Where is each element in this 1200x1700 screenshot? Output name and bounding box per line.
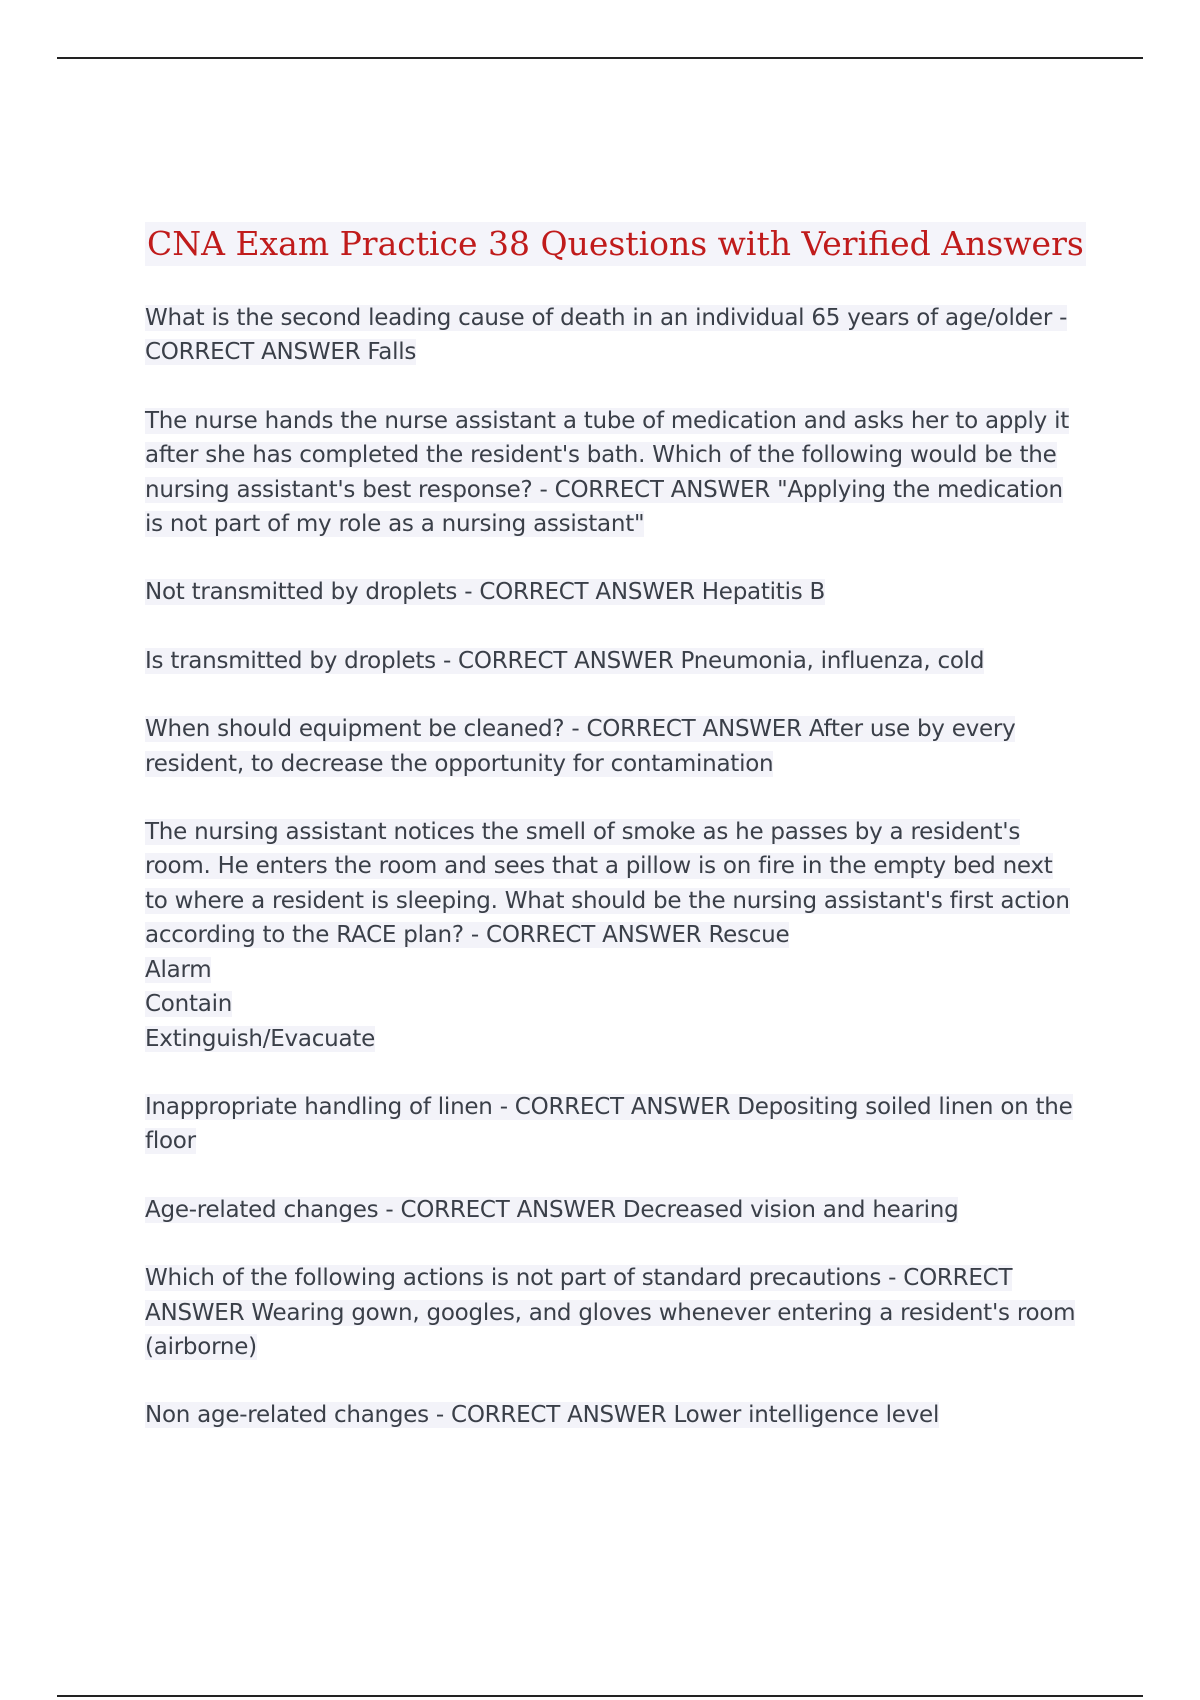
footer-rule <box>57 1695 1143 1697</box>
qa-item <box>145 301 1090 370</box>
qa-line-text: is not part of my role as a nursing assistant" <box>145 511 645 538</box>
qa-line <box>145 953 1090 987</box>
qa-line <box>145 1330 1090 1364</box>
qa-line <box>145 712 1090 746</box>
qa-line-text: resident, to decrease the opportunity for contamination <box>145 750 774 777</box>
qa-line-text: Is transmitted by droplets - CORRECT ANSWER Pneumonia, influenza, cold <box>145 647 985 674</box>
document-title: CNA Exam Practice 38 Questions with Verified Answers <box>145 222 1086 266</box>
qa-line <box>145 575 1090 609</box>
qa-line <box>145 507 1090 541</box>
qa-line-text: according to the RACE plan? - CORRECT ANSWER Rescue <box>145 922 790 949</box>
qa-item <box>145 575 1090 609</box>
qa-line-text: floor <box>145 1128 196 1155</box>
qa-line <box>145 1261 1090 1295</box>
qa-line <box>145 1398 1090 1432</box>
qa-line <box>145 473 1090 507</box>
qa-item <box>145 712 1090 781</box>
qa-line <box>145 918 1090 952</box>
qa-line-text: ANSWER Wearing gown, googles, and gloves whenever entering a resident's room <box>145 1299 1076 1326</box>
qa-line-text: Which of the following actions is not part of standard precautions - CORRECT <box>145 1265 1013 1292</box>
qa-line-text: Inappropriate handling of linen - CORRECT ANSWER Depositing soiled linen on the <box>145 1093 1073 1120</box>
qa-item <box>145 1193 1090 1227</box>
qa-line-text: The nurse hands the nurse assistant a tube of medication and asks her to apply it <box>145 407 1069 434</box>
qa-line-text: Not transmitted by droplets - CORRECT ANSWER Hepatitis B <box>145 579 826 606</box>
qa-line-text: Alarm <box>145 956 212 983</box>
qa-item <box>145 644 1090 678</box>
qa-line-text: nursing assistant's best response? - CORRECT ANSWER "Applying the medication <box>145 476 1063 503</box>
qa-line <box>145 1193 1090 1227</box>
qa-line-text: after she has completed the resident's bath. Which of the following would be the <box>145 442 1057 469</box>
qa-item <box>145 1090 1090 1159</box>
qa-line <box>145 404 1090 438</box>
qa-line <box>145 335 1090 369</box>
qa-line <box>145 1090 1090 1124</box>
qa-line-text: Contain <box>145 991 233 1018</box>
header-rule <box>57 57 1143 59</box>
qa-line <box>145 1296 1090 1330</box>
qa-line-text: The nursing assistant notices the smell of smoke as he passes by a resident's <box>145 819 1021 846</box>
qa-item <box>145 1398 1090 1432</box>
qa-line <box>145 987 1090 1021</box>
qa-line <box>145 849 1090 883</box>
qa-line-text: What is the second leading cause of death in an individual 65 years of age/older - <box>145 305 1068 331</box>
qa-line-text: Non age-related changes - CORRECT ANSWER Lower intelligence level <box>145 1402 940 1429</box>
qa-line <box>145 884 1090 918</box>
qa-line-text: (airborne) <box>145 1333 257 1360</box>
qa-line-text: CORRECT ANSWER Falls <box>145 339 417 366</box>
qa-list <box>145 301 1090 1467</box>
qa-line-text: room. He enters the room and sees that a pillow is on fire in the empty bed next <box>145 853 1053 880</box>
qa-line-text: Age-related changes - CORRECT ANSWER Decreased vision and hearing <box>145 1196 959 1223</box>
qa-line-text: Extinguish/Evacuate <box>145 1025 375 1052</box>
qa-line <box>145 301 1090 335</box>
qa-line <box>145 747 1090 781</box>
qa-line-text: When should equipment be cleaned? - CORRECT ANSWER After use by every <box>145 716 1016 743</box>
qa-line <box>145 644 1090 678</box>
qa-line-text: to where a resident is sleeping. What should be the nursing assistant's first action <box>145 887 1070 914</box>
qa-line <box>145 815 1090 849</box>
qa-line <box>145 438 1090 472</box>
qa-item <box>145 815 1090 1056</box>
qa-line <box>145 1022 1090 1056</box>
qa-line <box>145 1124 1090 1158</box>
qa-item <box>145 404 1090 542</box>
qa-item <box>145 1261 1090 1364</box>
